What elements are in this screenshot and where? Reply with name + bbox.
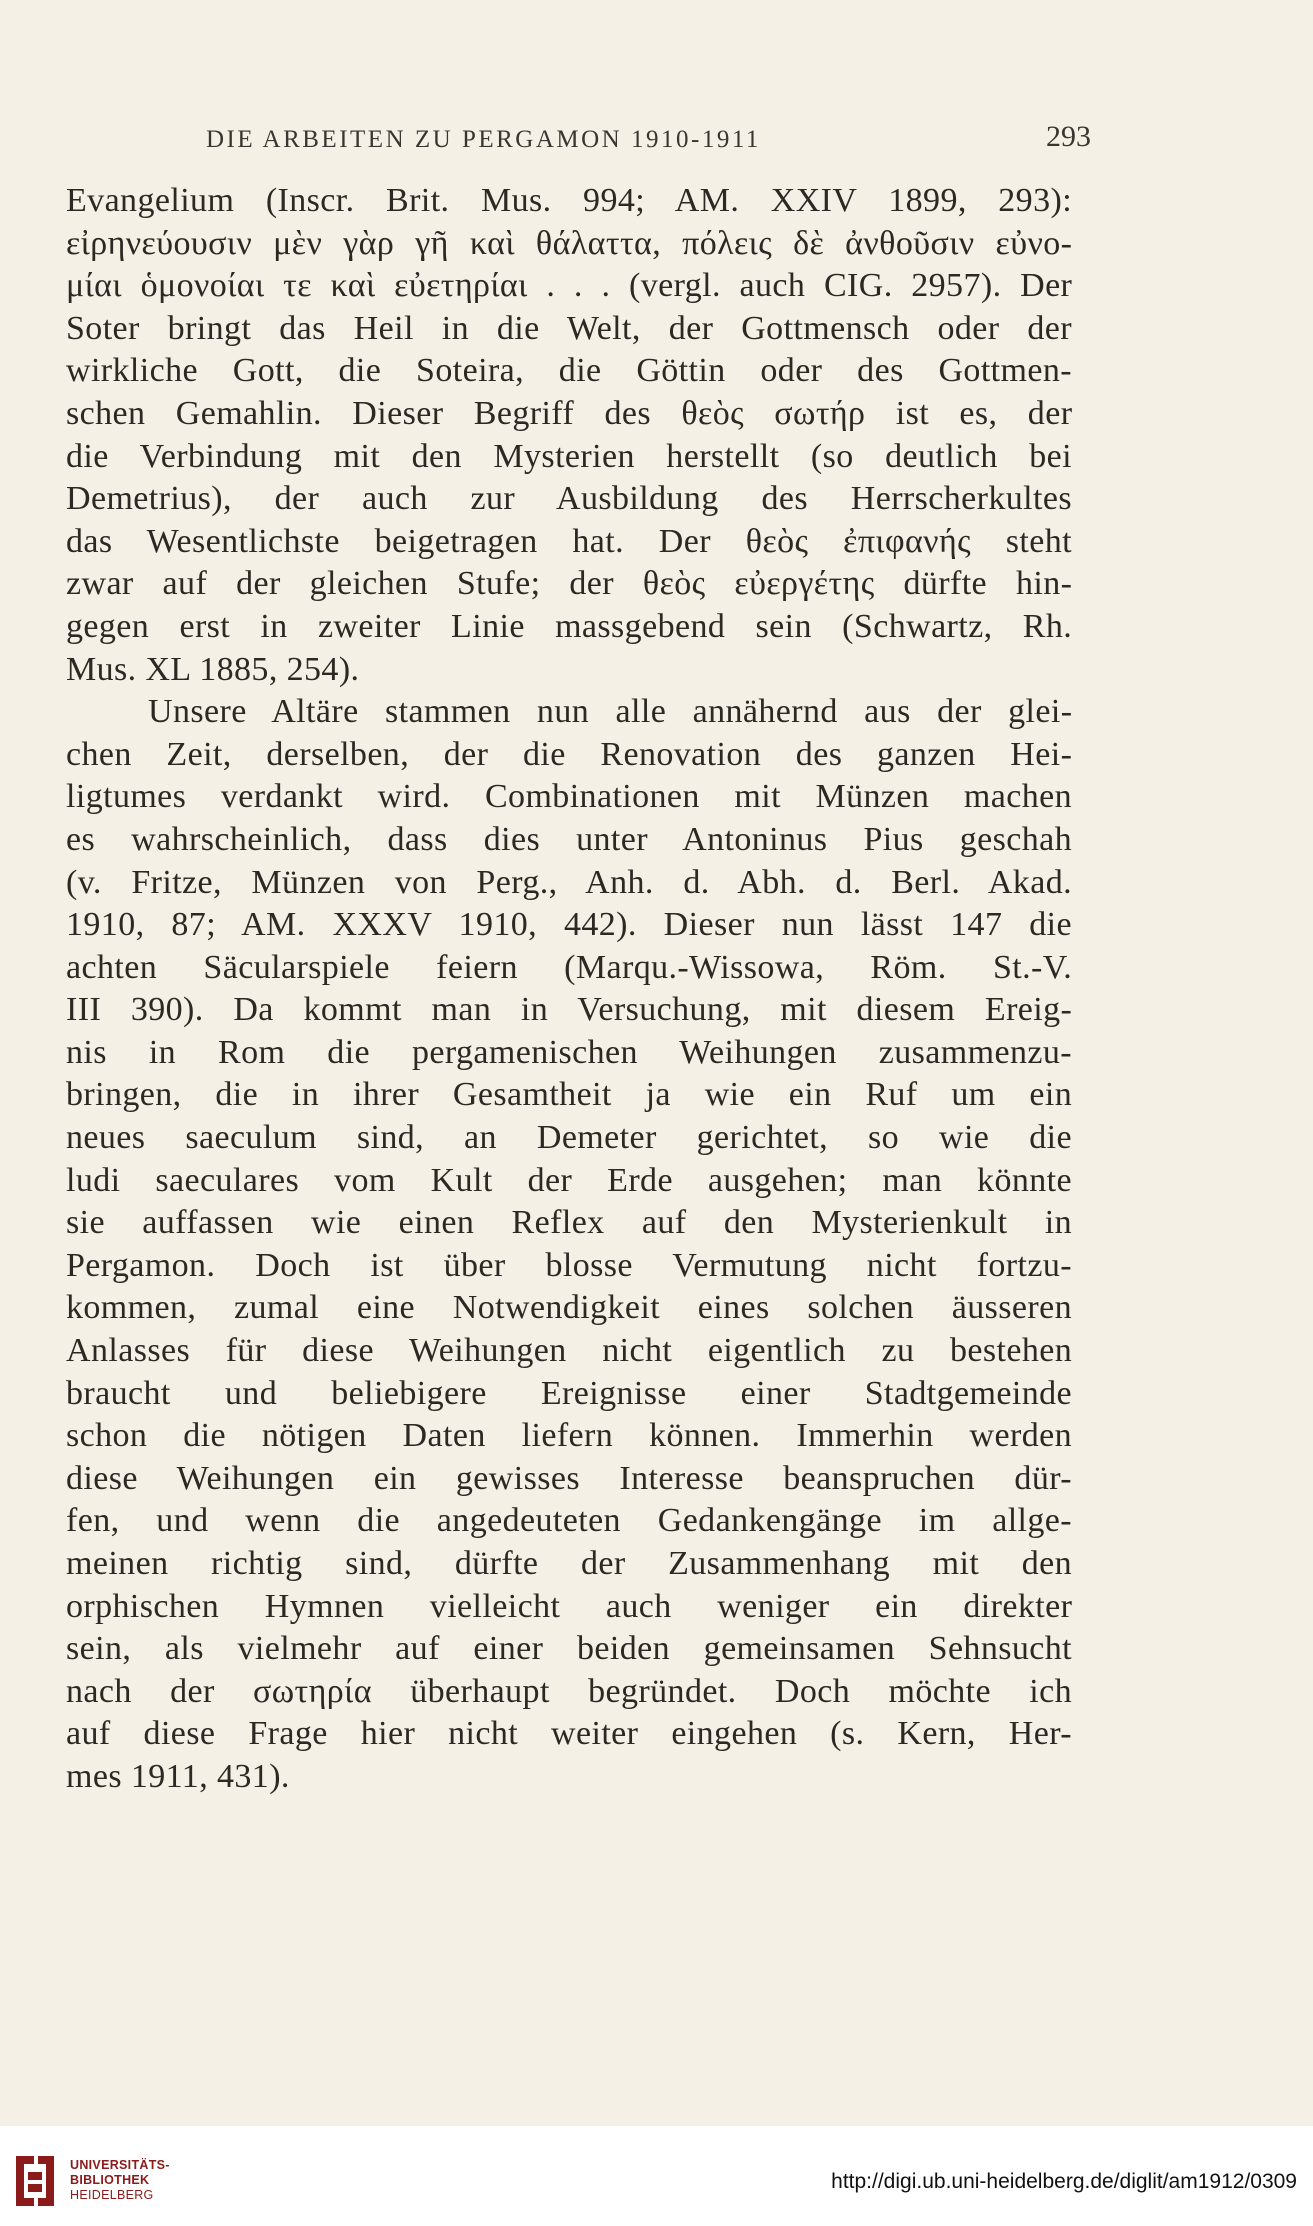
text-line: mes 1911, 431). xyxy=(66,1757,290,1795)
body-text xyxy=(66,180,1072,1799)
text-line: neues saeculum sind, an Demeter gerichtet, so wie die xyxy=(66,1119,1072,1157)
text-line: Pergamon. Doch ist über blosse Vermutung nicht fortzu- xyxy=(66,1246,1072,1284)
text-line: schon die nötigen Daten liefern können. Immerhin werden xyxy=(66,1417,1072,1455)
text-line: meinen richtig sind, dürfte der Zusammenhang mit den xyxy=(66,1545,1072,1582)
text-line: εἰρηνεύουσιν μὲν γὰρ γῆ καὶ θάλαττα, πόλεις δὲ ἀνθοῦσιν εὐνο- xyxy=(66,224,1073,262)
text-line: Mus. XL 1885, 254). xyxy=(66,650,360,688)
text-line: gegen erst in zweiter Linie massgebend sein (Schwartz, Rh. xyxy=(66,607,1073,645)
page-number: 293 xyxy=(1046,120,1091,153)
text-line: III 390). Da kommt man in Versuchung, mit diesem Ereig- xyxy=(66,991,1073,1029)
text-line: Demetrius), der auch zur Ausbildung des Herrscherkultes xyxy=(66,480,1072,518)
institution-line-3: HEIDELBERG xyxy=(70,2188,154,2202)
text-line: ludi saeculares vom Kult der Erde ausgehen; man könnte xyxy=(66,1161,1072,1199)
text-line: kommen, zumal eine Notwendigkeit eines solchen äusseren xyxy=(66,1289,1073,1327)
running-header xyxy=(206,120,1091,166)
footer xyxy=(0,2126,1313,2226)
text-line: Evangelium (Inscr. Brit. Mus. 994; AM. XXIV 1899, 293): xyxy=(66,182,1073,219)
text-line: zwar auf der gleichen Stufe; der θεὸς εὐεργέτης dürfte hin- xyxy=(66,565,1073,603)
text-line: sein, als vielmehr auf einer beiden gemeinsamen Sehnsucht xyxy=(66,1630,1072,1668)
text-line: ligtumes verdankt wird. Combinationen mit Münzen machen xyxy=(66,778,1072,816)
institution-name xyxy=(70,2158,170,2203)
text-line: nis in Rom die pergamenischen Weihungen zusammenzu- xyxy=(66,1033,1072,1071)
source-url-link[interactable]: http://digi.ub.uni-heidelberg.de/diglit/am1912/0309 xyxy=(831,2170,1297,2193)
institution-line-1: UNIVERSITÄTS- xyxy=(70,2158,170,2172)
text-line: nach der σωτηρία überhaupt begründet. Doch möchte ich xyxy=(66,1672,1073,1710)
text-line: braucht und beliebigere Ereignisse einer Stadtgemeinde xyxy=(66,1374,1072,1412)
text-line: (v. Fritze, Münzen von Perg., Anh. d. Abh. d. Berl. Akad. xyxy=(66,863,1073,901)
text-line: bringen, die in ihrer Gesamtheit ja wie ein Ruf um ein xyxy=(66,1076,1073,1114)
text-line: wirkliche Gott, die Soteira, die Göttin oder des Gottmen- xyxy=(66,352,1072,390)
text-line: die Verbindung mit den Mysterien herstellt (so deutlich bei xyxy=(66,437,1072,475)
heidelberg-library-logo-icon xyxy=(12,2152,58,2210)
text-line: auf diese Frage hier nicht weiter eingehen (s. Kern, Her- xyxy=(66,1715,1072,1753)
paragraph-1 xyxy=(66,180,1072,691)
text-line: Unsere Altäre stammen nun alle annähernd aus der glei- xyxy=(148,693,1073,731)
text-line: schen Gemahlin. Dieser Begriff des θεὸς σωτήρ ist es, der xyxy=(66,394,1073,432)
text-line: diese Weihungen ein gewisses Interesse beanspruchen dür- xyxy=(66,1459,1072,1497)
text-line: μίαι ὁμονοίαι τε καὶ εὐετηρίαι . . . (vergl. auch CIG. 2957). Der xyxy=(66,267,1073,305)
text-line: orphischen Hymnen vielleicht auch weniger ein direkter xyxy=(66,1587,1073,1625)
text-line: chen Zeit, derselben, der die Renovation des ganzen Hei- xyxy=(66,735,1073,773)
text-line: das Wesentlichste beigetragen hat. Der θεὸς ἐπιφανής steht xyxy=(66,522,1072,560)
text-line: fen, und wenn die angedeuteten Gedankengänge im allge- xyxy=(66,1502,1072,1540)
text-line: achten Säcularspiele feiern (Marqu.-Wissowa, Röm. St.-V. xyxy=(66,948,1073,986)
text-line: es wahrscheinlich, dass dies unter Antoninus Pius geschah xyxy=(66,820,1073,858)
text-line: 1910, 87; AM. XXXV 1910, 442). Dieser nun lässt 147 die xyxy=(66,906,1072,944)
running-title: DIE ARBEITEN ZU PERGAMON 1910-1911 xyxy=(206,126,761,153)
paragraph-2 xyxy=(66,691,1072,1798)
institution-line-2: BIBLIOTHEK xyxy=(70,2173,150,2187)
text-line: Soter bringt das Heil in die Welt, der Gottmensch oder der xyxy=(66,309,1072,347)
text-line: Anlasses für diese Weihungen nicht eigentlich zu bestehen xyxy=(66,1332,1073,1370)
text-line: sie auffassen wie einen Reflex auf den Mysterienkult in xyxy=(66,1204,1072,1242)
